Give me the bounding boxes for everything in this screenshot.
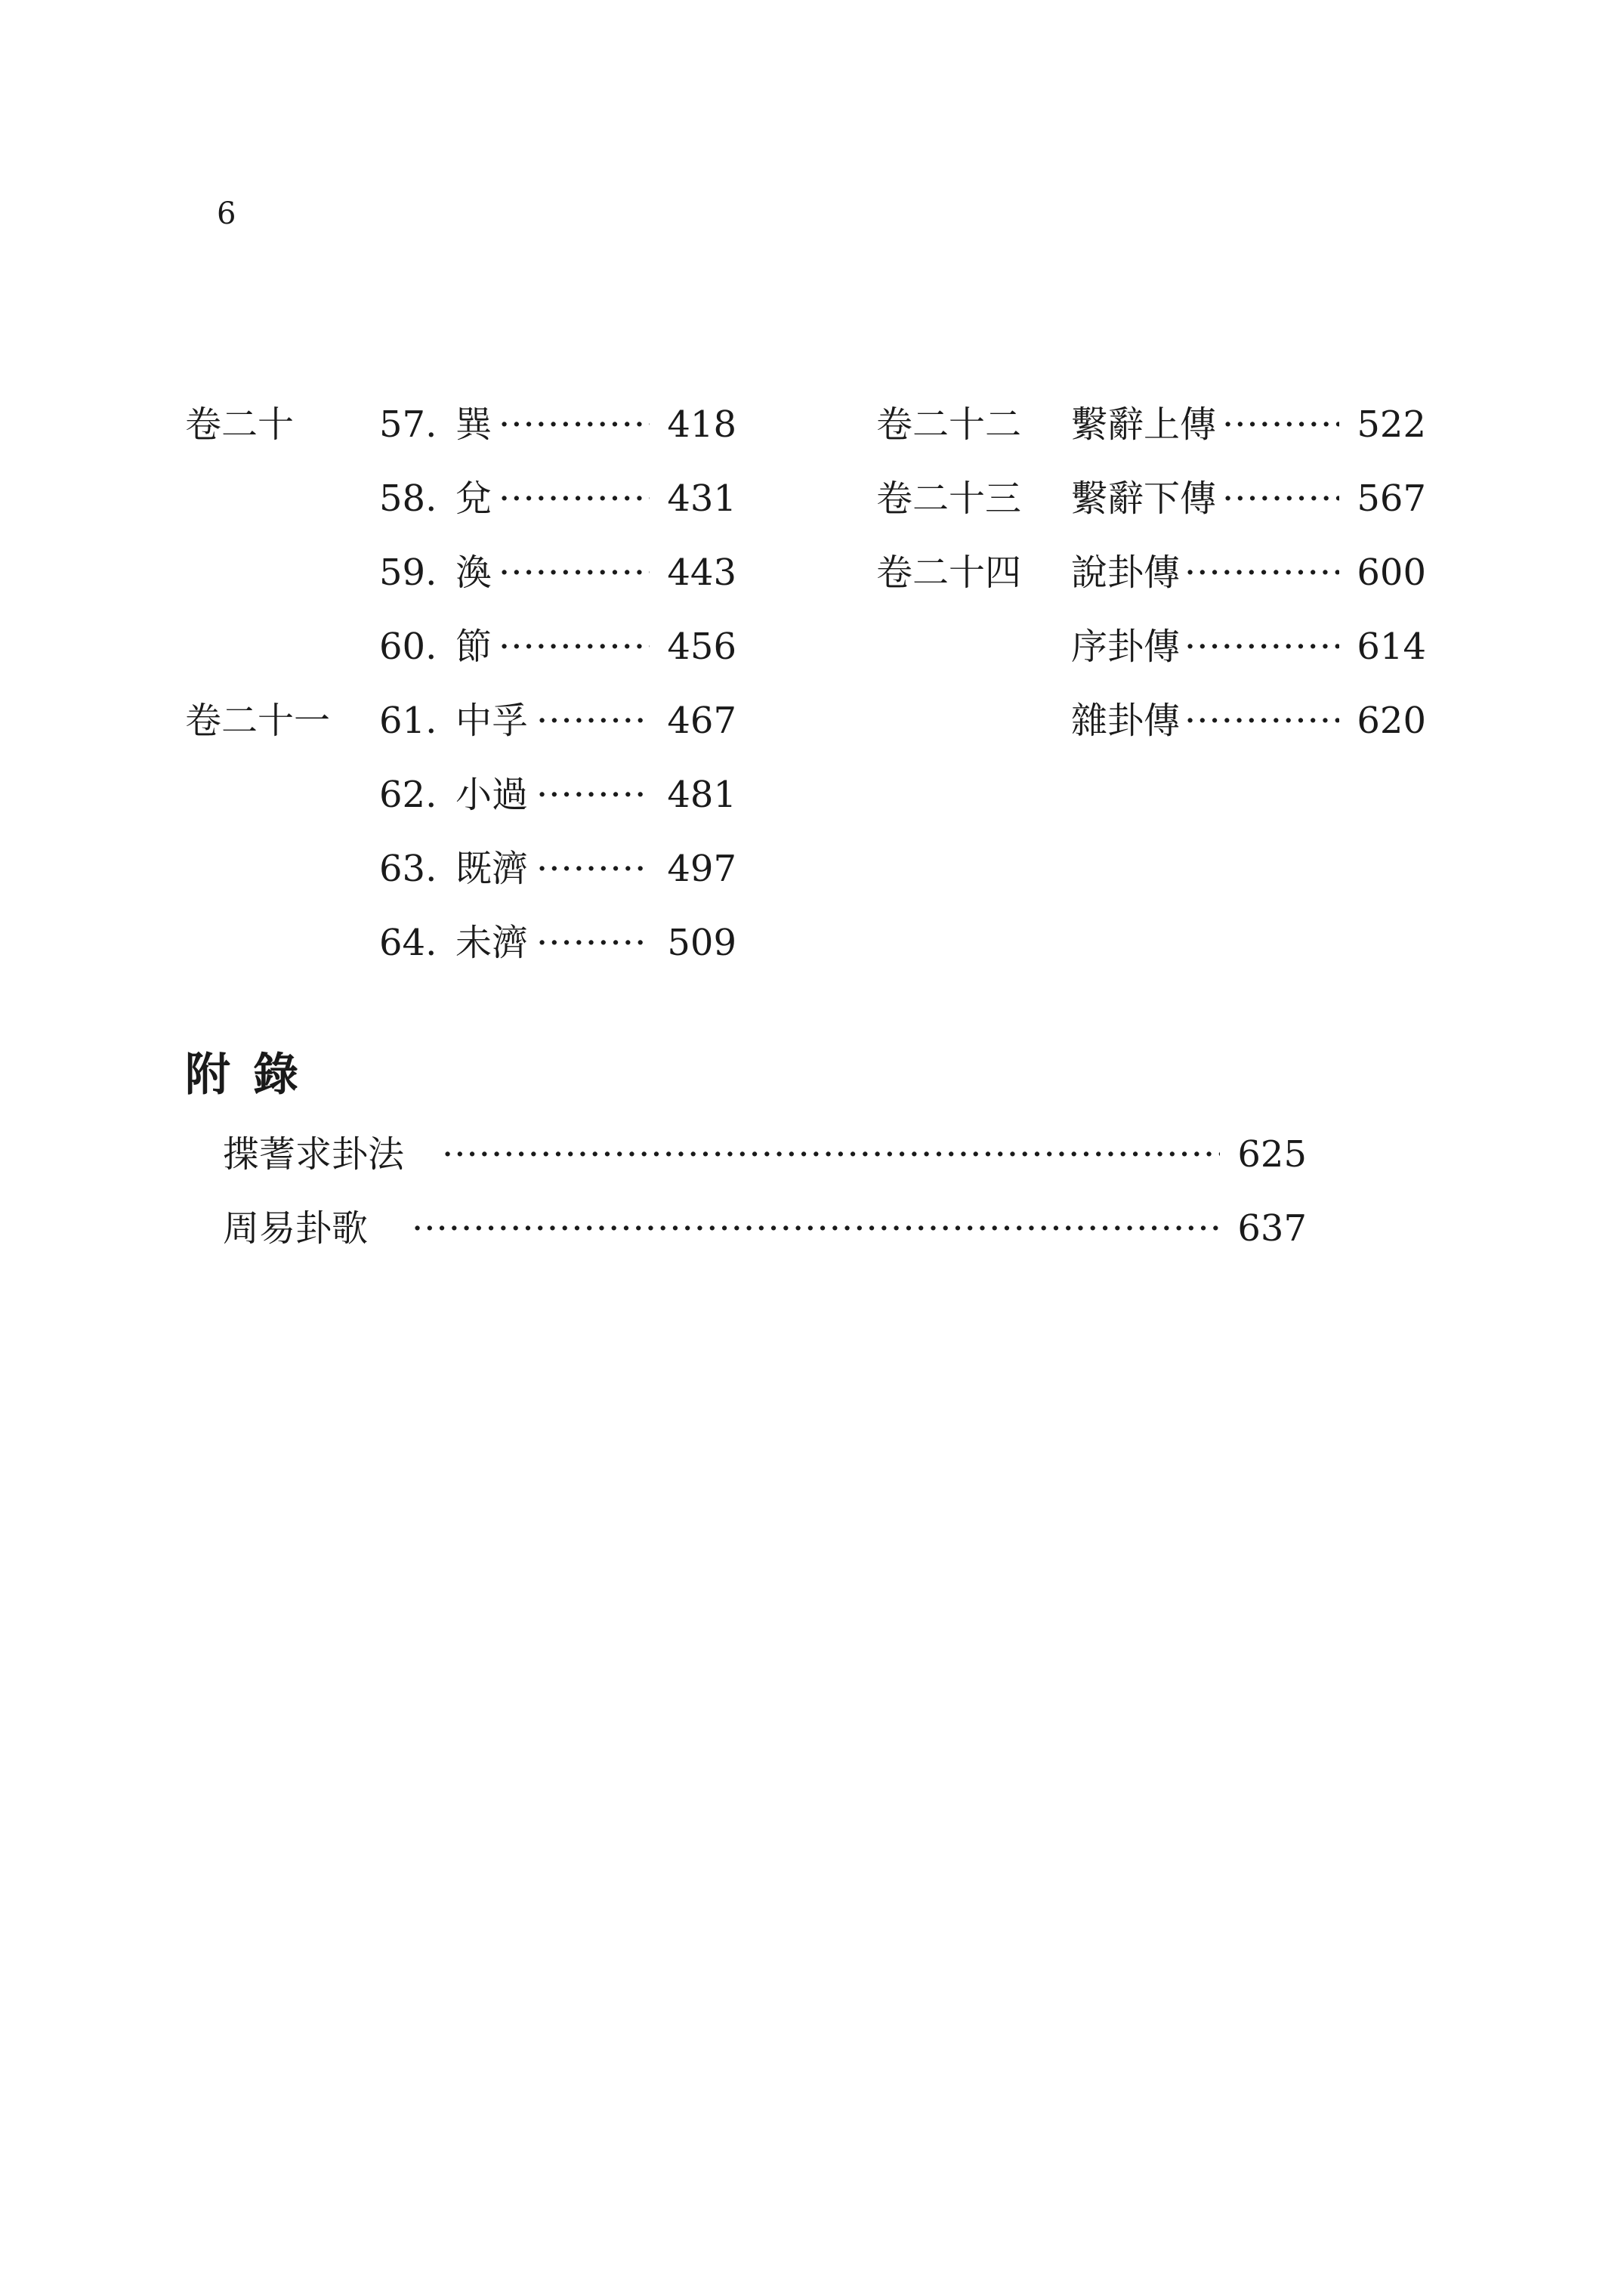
- volume-label: 卷二十三: [876, 477, 1022, 520]
- volume-label: 卷二十一: [185, 700, 331, 742]
- volume-label: 卷二十二: [876, 403, 1022, 446]
- entry-page: 497: [667, 848, 736, 890]
- toc-entry[interactable]: [0, 550, 1511, 595]
- entry-title: 兌: [455, 477, 492, 520]
- leader-dots: [1184, 624, 1339, 669]
- entry-page: 456: [667, 626, 736, 668]
- leader-dots: [1222, 402, 1339, 447]
- entry-page: 522: [1357, 403, 1426, 446]
- entry-number: 62.: [379, 774, 437, 816]
- page-number: 6: [217, 196, 236, 231]
- toc-entry[interactable]: [0, 772, 755, 817]
- leader-dots: [536, 920, 650, 966]
- toc-entry[interactable]: [0, 624, 1511, 669]
- entry-page: 600: [1357, 552, 1426, 594]
- entry-title: 序卦傳: [1071, 626, 1181, 668]
- entry-title: 巽: [455, 403, 492, 446]
- entry-title: 既濟: [455, 848, 529, 890]
- entry-page: 614: [1357, 626, 1426, 668]
- entry-number: 64.: [379, 922, 437, 964]
- entry-title: 節: [455, 626, 492, 668]
- leader-dots: [1184, 698, 1339, 743]
- leader-dots: [412, 1206, 1220, 1251]
- entry-number: 58.: [379, 477, 437, 520]
- entry-title: 小過: [455, 774, 529, 816]
- entry-number: 60.: [379, 626, 437, 668]
- toc-entry[interactable]: [0, 920, 755, 966]
- leader-dots: [536, 846, 650, 892]
- entry-page: 443: [667, 552, 736, 594]
- leader-dots: [536, 772, 650, 817]
- entry-number: 59.: [379, 552, 437, 594]
- appendix-entry[interactable]: [0, 1132, 1511, 1177]
- entry-title: 周易卦歌: [223, 1207, 369, 1250]
- volume-label: 卷二十: [185, 403, 295, 446]
- toc-entry[interactable]: [0, 402, 1511, 447]
- entry-number: 61.: [379, 700, 437, 742]
- entry-page: 625: [1237, 1133, 1307, 1176]
- appendix-entry[interactable]: [0, 1206, 1511, 1251]
- entry-page: 567: [1357, 477, 1426, 520]
- toc-entry[interactable]: [0, 476, 1511, 521]
- leader-dots: [1184, 550, 1339, 595]
- entry-page: 620: [1357, 700, 1426, 742]
- entry-title: 中孚: [455, 700, 529, 742]
- entry-title: 揲蓍求卦法: [223, 1133, 405, 1176]
- entry-page: 481: [667, 774, 736, 816]
- appendix-heading: 附錄: [185, 1049, 321, 1102]
- leader-dots: [442, 1132, 1220, 1177]
- entry-title: 渙: [455, 552, 492, 594]
- volume-label: 卷二十四: [876, 552, 1022, 594]
- entry-title: 雜卦傳: [1071, 700, 1181, 742]
- entry-title: 說卦傳: [1071, 552, 1181, 594]
- toc-entry[interactable]: [0, 846, 755, 892]
- entry-title: 繫辭下傳: [1071, 477, 1217, 520]
- entry-number: 57.: [379, 403, 437, 446]
- entry-page: 431: [667, 477, 736, 520]
- entry-title: 繫辭上傳: [1071, 403, 1217, 446]
- entry-page: 467: [667, 700, 736, 742]
- entry-number: 63.: [379, 848, 437, 890]
- entry-page: 418: [667, 403, 736, 446]
- entry-page: 509: [667, 922, 736, 964]
- leader-dots: [1222, 476, 1339, 521]
- entry-page: 637: [1237, 1207, 1307, 1250]
- entry-title: 未濟: [455, 922, 529, 964]
- toc-entry[interactable]: [0, 698, 1511, 743]
